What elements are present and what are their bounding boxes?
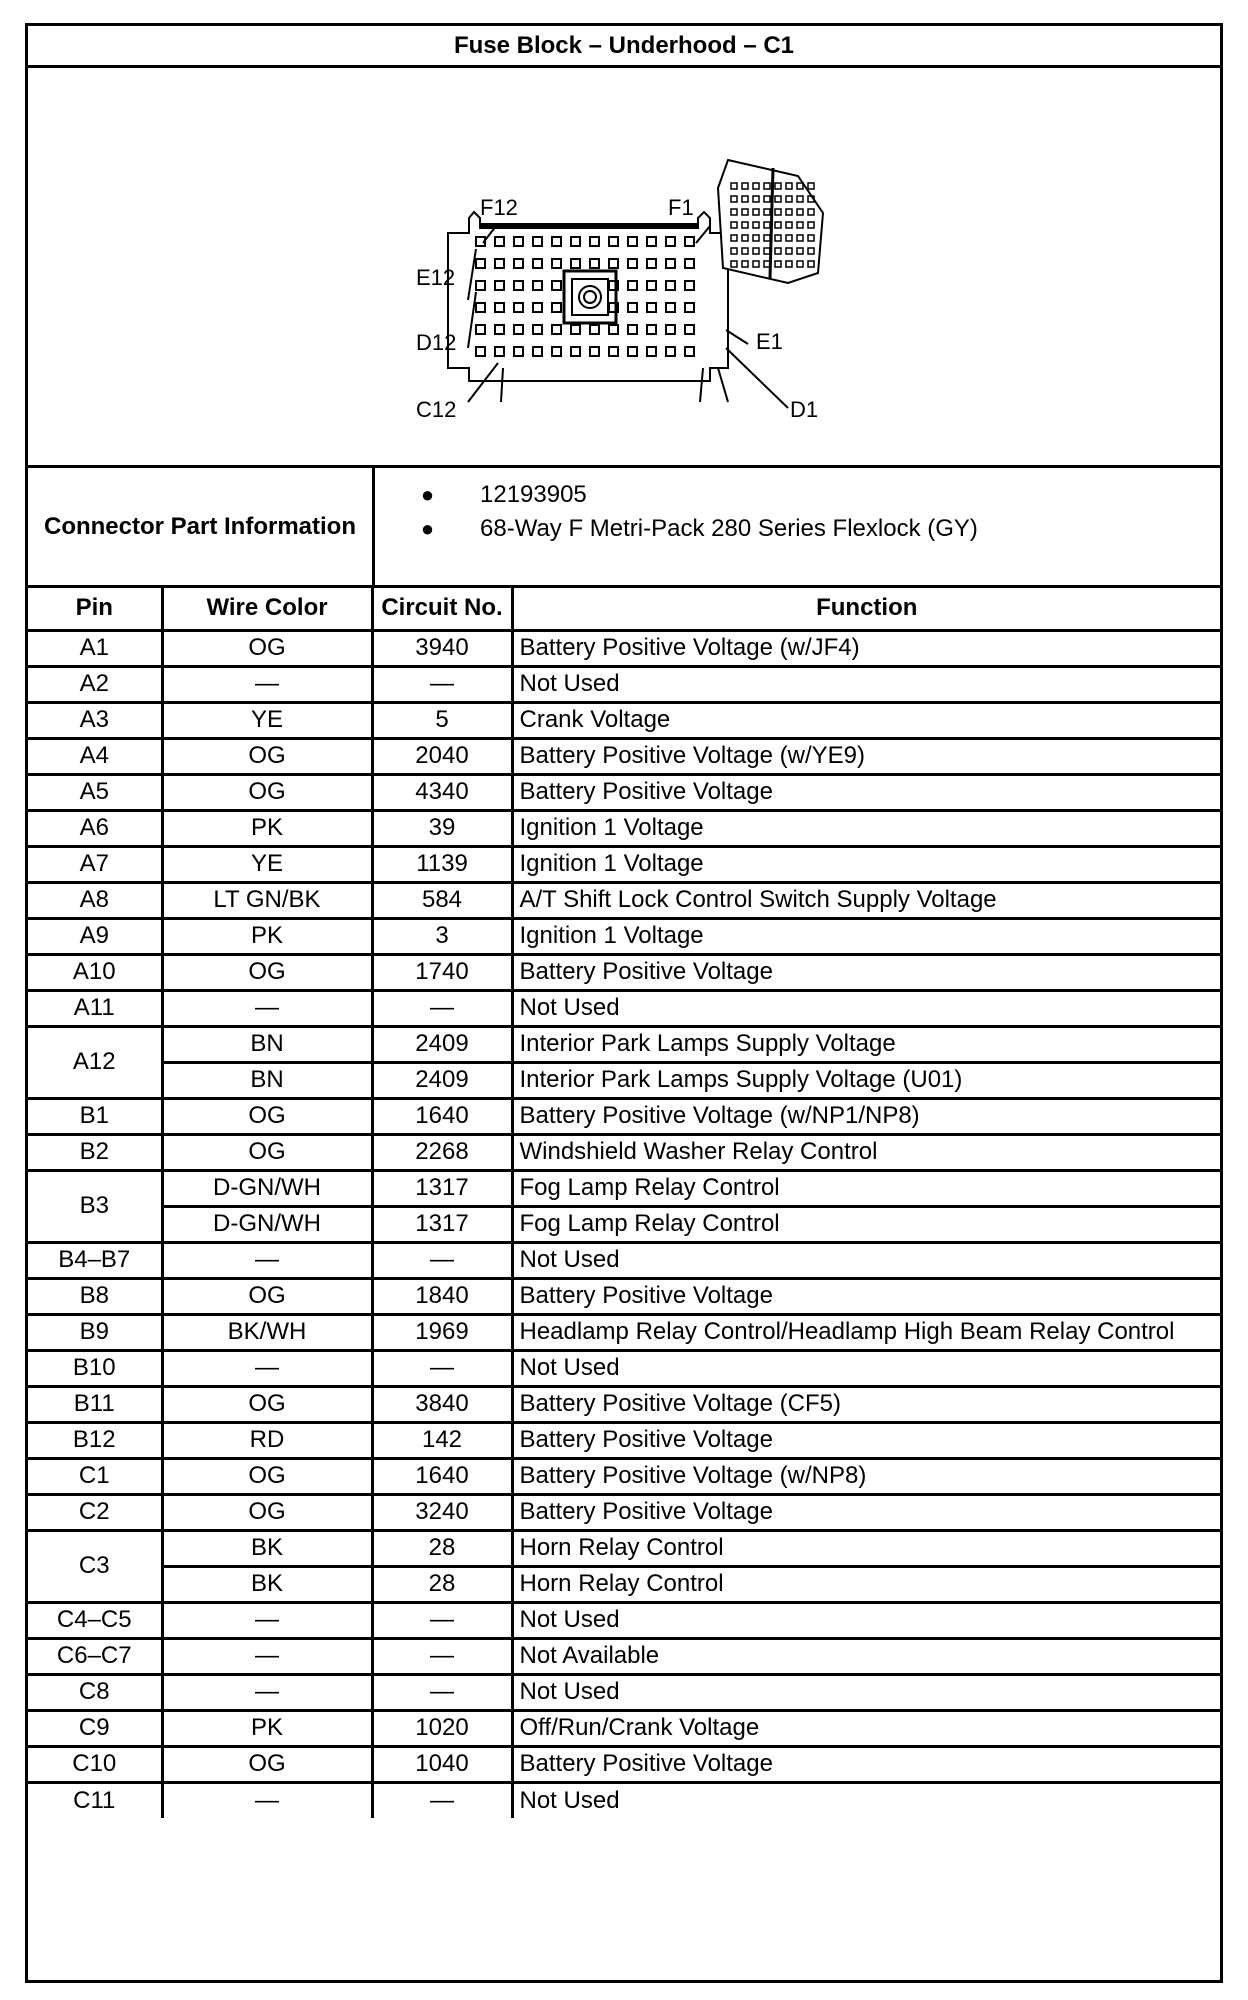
circuit-cell: 5 [372, 702, 512, 738]
pin-cell: A3 [28, 702, 162, 738]
function-cell: Battery Positive Voltage (w/NP8) [512, 1458, 1220, 1494]
wire-color-cell: BK [162, 1566, 372, 1602]
pin-label: D1 [790, 397, 819, 422]
wire-color-cell: PK [162, 1710, 372, 1746]
table-row [28, 1026, 1220, 1062]
pin-cell: B9 [28, 1314, 162, 1350]
function-cell: Not Used [512, 1242, 1220, 1278]
pin-cavity [647, 281, 656, 290]
circuit-cell: 28 [372, 1566, 512, 1602]
table-row [28, 666, 1220, 702]
wire-color-cell: OG [162, 1098, 372, 1134]
wire-color-cell: BN [162, 1026, 372, 1062]
pin-cavity [476, 347, 485, 356]
pin-cell: A7 [28, 846, 162, 882]
part-info-label: Connector Part Information [28, 468, 375, 585]
function-cell: Not Used [512, 1782, 1220, 1818]
function-cell: Battery Positive Voltage (CF5) [512, 1386, 1220, 1422]
wire-color-cell: YE [162, 846, 372, 882]
pin-cell: B12 [28, 1422, 162, 1458]
connector-figure [28, 68, 1220, 468]
pin-cell: B1 [28, 1098, 162, 1134]
pin-cell: A5 [28, 774, 162, 810]
table-row [28, 774, 1220, 810]
function-cell: Battery Positive Voltage (w/JF4) [512, 630, 1220, 666]
leader-line [700, 368, 703, 402]
circuit-cell: — [372, 1242, 512, 1278]
table-row [28, 1602, 1220, 1638]
pin-cavity [533, 281, 542, 290]
pin-cavity [552, 237, 561, 246]
function-cell: Battery Positive Voltage [512, 1746, 1220, 1782]
table-row [28, 1242, 1220, 1278]
wire-color-cell: OG [162, 738, 372, 774]
wire-color-cell: OG [162, 1746, 372, 1782]
pin-cell: C11 [28, 1782, 162, 1818]
pin-cavity [647, 237, 656, 246]
circuit-cell: 1840 [372, 1278, 512, 1314]
pin-cell: B11 [28, 1386, 162, 1422]
function-cell: Windshield Washer Relay Control [512, 1134, 1220, 1170]
function-cell: Battery Positive Voltage (w/NP1/NP8) [512, 1098, 1220, 1134]
wire-color-cell: OG [162, 1494, 372, 1530]
col-header-wire-color: Wire Color [162, 588, 372, 630]
pin-cell: B10 [28, 1350, 162, 1386]
pin-cavity [628, 237, 637, 246]
pin-label: F1 [668, 195, 694, 220]
pin-label: F12 [480, 195, 518, 220]
latch-hole [579, 286, 601, 308]
pin-cavity [514, 237, 523, 246]
pin-label: D12 [416, 330, 457, 355]
function-cell: Not Used [512, 1602, 1220, 1638]
pin-cavity [647, 259, 656, 268]
function-cell: Off/Run/Crank Voltage [512, 1710, 1220, 1746]
pin-cavity [533, 347, 542, 356]
wire-color-cell: BN [162, 1062, 372, 1098]
pin-cavity [609, 259, 618, 268]
pin-cavity [552, 347, 561, 356]
pin-cavity [495, 347, 504, 356]
pin-cell: A6 [28, 810, 162, 846]
pin-cavity [590, 237, 599, 246]
table-row [28, 1746, 1220, 1782]
circuit-cell: 1317 [372, 1206, 512, 1242]
table-row [28, 1530, 1220, 1566]
circuit-cell: 584 [372, 882, 512, 918]
function-cell: A/T Shift Lock Control Switch Supply Voltage [512, 882, 1220, 918]
pin-cavity [495, 237, 504, 246]
latch-inner [572, 279, 608, 315]
circuit-cell: 3940 [372, 630, 512, 666]
circuit-cell: — [372, 666, 512, 702]
wire-color-cell: D-GN/WH [162, 1170, 372, 1206]
wire-color-cell: — [162, 1602, 372, 1638]
connector-cavities [448, 212, 728, 381]
wire-color-cell: OG [162, 1386, 372, 1422]
wire-color-cell: YE [162, 702, 372, 738]
table-row [28, 1674, 1220, 1710]
circuit-cell: — [372, 1674, 512, 1710]
circuit-cell: 28 [372, 1530, 512, 1566]
wire-color-cell: — [162, 1782, 372, 1818]
leader-line [468, 292, 476, 348]
table-row [28, 1314, 1220, 1350]
pin-cell: B2 [28, 1134, 162, 1170]
circuit-cell: 1640 [372, 1458, 512, 1494]
circuit-cell: 2268 [372, 1134, 512, 1170]
pin-cavity [552, 303, 561, 312]
table-row [28, 846, 1220, 882]
circuit-cell: 4340 [372, 774, 512, 810]
table-row [28, 1782, 1220, 1818]
pin-cavity [628, 259, 637, 268]
circuit-cell: — [372, 1602, 512, 1638]
circuit-cell: — [372, 990, 512, 1026]
pin-cell: C1 [28, 1458, 162, 1494]
table-row [28, 1458, 1220, 1494]
iso-cavity [808, 183, 814, 189]
function-cell: Battery Positive Voltage [512, 774, 1220, 810]
circuit-cell: 1969 [372, 1314, 512, 1350]
pin-cavity [476, 281, 485, 290]
pin-cavity [495, 325, 504, 334]
pin-cell: B4–B7 [28, 1242, 162, 1278]
function-cell: Ignition 1 Voltage [512, 918, 1220, 954]
pin-cavity [685, 259, 694, 268]
pin-cavity [590, 347, 599, 356]
table-row [28, 882, 1220, 918]
table-row [28, 810, 1220, 846]
circuit-cell: — [372, 1350, 512, 1386]
wire-color-cell: — [162, 1350, 372, 1386]
connector-face-diagram [28, 68, 1220, 465]
pin-cavity [609, 237, 618, 246]
leader-line [468, 249, 476, 300]
col-header-function: Function [512, 588, 1220, 630]
table-row [28, 1134, 1220, 1170]
pin-cavity [476, 325, 485, 334]
pin-cavity [571, 237, 580, 246]
table-row [28, 1206, 1220, 1242]
leader-line [468, 363, 498, 402]
circuit-cell: — [372, 1782, 512, 1818]
pin-cavity [552, 325, 561, 334]
pin-cavity [533, 325, 542, 334]
pin-cavity [552, 281, 561, 290]
function-cell: Battery Positive Voltage [512, 1422, 1220, 1458]
function-cell: Battery Positive Voltage (w/YE9) [512, 738, 1220, 774]
wire-color-cell: PK [162, 810, 372, 846]
pin-cell: B8 [28, 1278, 162, 1314]
pin-cell: A11 [28, 990, 162, 1026]
circuit-cell: 39 [372, 810, 512, 846]
function-cell: Not Used [512, 990, 1220, 1026]
bullet-icon: ● [420, 516, 435, 541]
pin-label: C12 [416, 397, 457, 422]
pin-cavity [647, 303, 656, 312]
function-cell: Not Used [512, 1674, 1220, 1710]
leader-line [726, 330, 748, 344]
pin-cavity [571, 347, 580, 356]
table-row [28, 1494, 1220, 1530]
function-cell: Not Available [512, 1638, 1220, 1674]
circuit-cell: 2409 [372, 1026, 512, 1062]
pin-cavity [685, 237, 694, 246]
pin-cavity [514, 259, 523, 268]
pin-cavity [476, 259, 485, 268]
function-cell: Not Used [512, 666, 1220, 702]
table-row [28, 1422, 1220, 1458]
part-info-item: ● 68-Way F Metri-Pack 280 Series Flexlock (GY) [375, 512, 978, 546]
wire-color-cell: RD [162, 1422, 372, 1458]
circuit-cell: 1640 [372, 1098, 512, 1134]
pin-cavity [495, 259, 504, 268]
leader-line [726, 348, 788, 408]
pin-label: E12 [416, 265, 456, 290]
wire-color-cell: OG [162, 954, 372, 990]
table-row [28, 990, 1220, 1026]
pin-cavity [571, 259, 580, 268]
pin-cell: A2 [28, 666, 162, 702]
table-row [28, 1278, 1220, 1314]
circuit-cell: 142 [372, 1422, 512, 1458]
pin-cavity [495, 281, 504, 290]
wire-color-cell: PK [162, 918, 372, 954]
table-row [28, 918, 1220, 954]
circuit-cell: 1740 [372, 954, 512, 990]
pin-cavity [628, 325, 637, 334]
table-row [28, 1638, 1220, 1674]
pin-cavity [609, 325, 618, 334]
pinout-table [28, 588, 1220, 1818]
circuit-cell: 1317 [372, 1170, 512, 1206]
col-header-pin: Pin [28, 588, 162, 630]
table-row [28, 738, 1220, 774]
pin-cavity [628, 303, 637, 312]
wire-color-cell: — [162, 1674, 372, 1710]
pin-cavity [666, 303, 675, 312]
pin-cavity [685, 281, 694, 290]
function-cell: Interior Park Lamps Supply Voltage [512, 1026, 1220, 1062]
wire-color-cell: OG [162, 774, 372, 810]
pin-cavity [647, 325, 656, 334]
pin-cavity [514, 281, 523, 290]
function-cell: Ignition 1 Voltage [512, 846, 1220, 882]
connector-sheet [25, 23, 1223, 1983]
table-row [28, 630, 1220, 666]
pin-cell: A1 [28, 630, 162, 666]
pin-cavity [685, 303, 694, 312]
part-info [28, 468, 1220, 588]
wire-color-cell: D-GN/WH [162, 1206, 372, 1242]
pin-cell: C10 [28, 1746, 162, 1782]
pin-cavity [514, 347, 523, 356]
circuit-cell: 3240 [372, 1494, 512, 1530]
wire-color-cell: LT GN/BK [162, 882, 372, 918]
table-body [28, 630, 1220, 1818]
pin-cavity [590, 259, 599, 268]
function-cell: Interior Park Lamps Supply Voltage (U01) [512, 1062, 1220, 1098]
circuit-cell: 1139 [372, 846, 512, 882]
pin-cavity [685, 325, 694, 334]
part-info-list [375, 468, 978, 585]
pin-cell: C3 [28, 1530, 162, 1602]
function-cell: Horn Relay Control [512, 1530, 1220, 1566]
function-cell: Ignition 1 Voltage [512, 810, 1220, 846]
function-cell: Battery Positive Voltage [512, 1494, 1220, 1530]
function-cell: Battery Positive Voltage [512, 954, 1220, 990]
pin-cavity [514, 325, 523, 334]
wire-color-cell: OG [162, 1458, 372, 1494]
table-row [28, 1098, 1220, 1134]
pin-cavity [495, 303, 504, 312]
circuit-cell: 3 [372, 918, 512, 954]
pin-cell: A8 [28, 882, 162, 918]
pin-cavity [533, 259, 542, 268]
function-cell: Headlamp Relay Control/Headlamp High Beam Relay Control [512, 1314, 1220, 1350]
wire-color-cell: — [162, 666, 372, 702]
table-row [28, 1386, 1220, 1422]
pin-cavity [685, 347, 694, 356]
leader-line [501, 368, 503, 402]
wire-color-cell: — [162, 1242, 372, 1278]
pin-cell: A10 [28, 954, 162, 990]
table-row [28, 1062, 1220, 1098]
circuit-cell: 1020 [372, 1710, 512, 1746]
wire-color-cell: OG [162, 630, 372, 666]
pin-cell: C4–C5 [28, 1602, 162, 1638]
function-cell: Not Used [512, 1350, 1220, 1386]
pin-label: E1 [756, 329, 783, 354]
pin-cavity [647, 347, 656, 356]
wire-color-cell: OG [162, 1134, 372, 1170]
table-row [28, 1350, 1220, 1386]
table-row [28, 1170, 1220, 1206]
circuit-cell: 2409 [372, 1062, 512, 1098]
pin-cavity [666, 281, 675, 290]
pin-cell: A4 [28, 738, 162, 774]
pin-cavity [666, 259, 675, 268]
pin-cavity [533, 237, 542, 246]
function-cell: Horn Relay Control [512, 1566, 1220, 1602]
circuit-cell: 1040 [372, 1746, 512, 1782]
wire-color-cell: BK [162, 1530, 372, 1566]
table-row [28, 702, 1220, 738]
wire-color-cell: — [162, 990, 372, 1026]
pin-cavity [533, 303, 542, 312]
pin-cavity [628, 281, 637, 290]
function-cell: Fog Lamp Relay Control [512, 1206, 1220, 1242]
pin-cavity [609, 347, 618, 356]
table-row [28, 1710, 1220, 1746]
pin-cavity [666, 325, 675, 334]
pin-cell: A9 [28, 918, 162, 954]
circuit-cell: 2040 [372, 738, 512, 774]
circuit-cell: 3840 [372, 1386, 512, 1422]
table-header-row [28, 588, 1220, 630]
pin-cell: A12 [28, 1026, 162, 1098]
page-title: Fuse Block – Underhood – C1 [28, 26, 1220, 68]
col-header-circuit: Circuit No. [372, 588, 512, 630]
pin-cavity [476, 303, 485, 312]
pin-cell: B3 [28, 1170, 162, 1242]
wire-color-cell: OG [162, 1278, 372, 1314]
latch-hole-inner [584, 291, 596, 303]
leader-line [718, 368, 728, 402]
wire-color-cell: — [162, 1638, 372, 1674]
pin-cavity [666, 347, 675, 356]
wire-color-cell: BK/WH [162, 1314, 372, 1350]
part-info-item: ● 12193905 [375, 478, 978, 512]
pin-cavity [666, 237, 675, 246]
function-cell: Battery Positive Voltage [512, 1278, 1220, 1314]
pin-cell: C2 [28, 1494, 162, 1530]
pin-cell: C9 [28, 1710, 162, 1746]
pin-cell: C6–C7 [28, 1638, 162, 1674]
function-cell: Fog Lamp Relay Control [512, 1170, 1220, 1206]
pin-cell: C8 [28, 1674, 162, 1710]
circuit-cell: — [372, 1638, 512, 1674]
function-cell: Crank Voltage [512, 702, 1220, 738]
table-row [28, 1566, 1220, 1602]
pin-cavity [628, 347, 637, 356]
pin-cavity [590, 325, 599, 334]
pin-cavity [552, 259, 561, 268]
table-row [28, 954, 1220, 990]
bullet-icon: ● [420, 482, 435, 507]
connector-iso-view [718, 160, 823, 283]
pin-cavity [571, 325, 580, 334]
pin-cavity [514, 303, 523, 312]
